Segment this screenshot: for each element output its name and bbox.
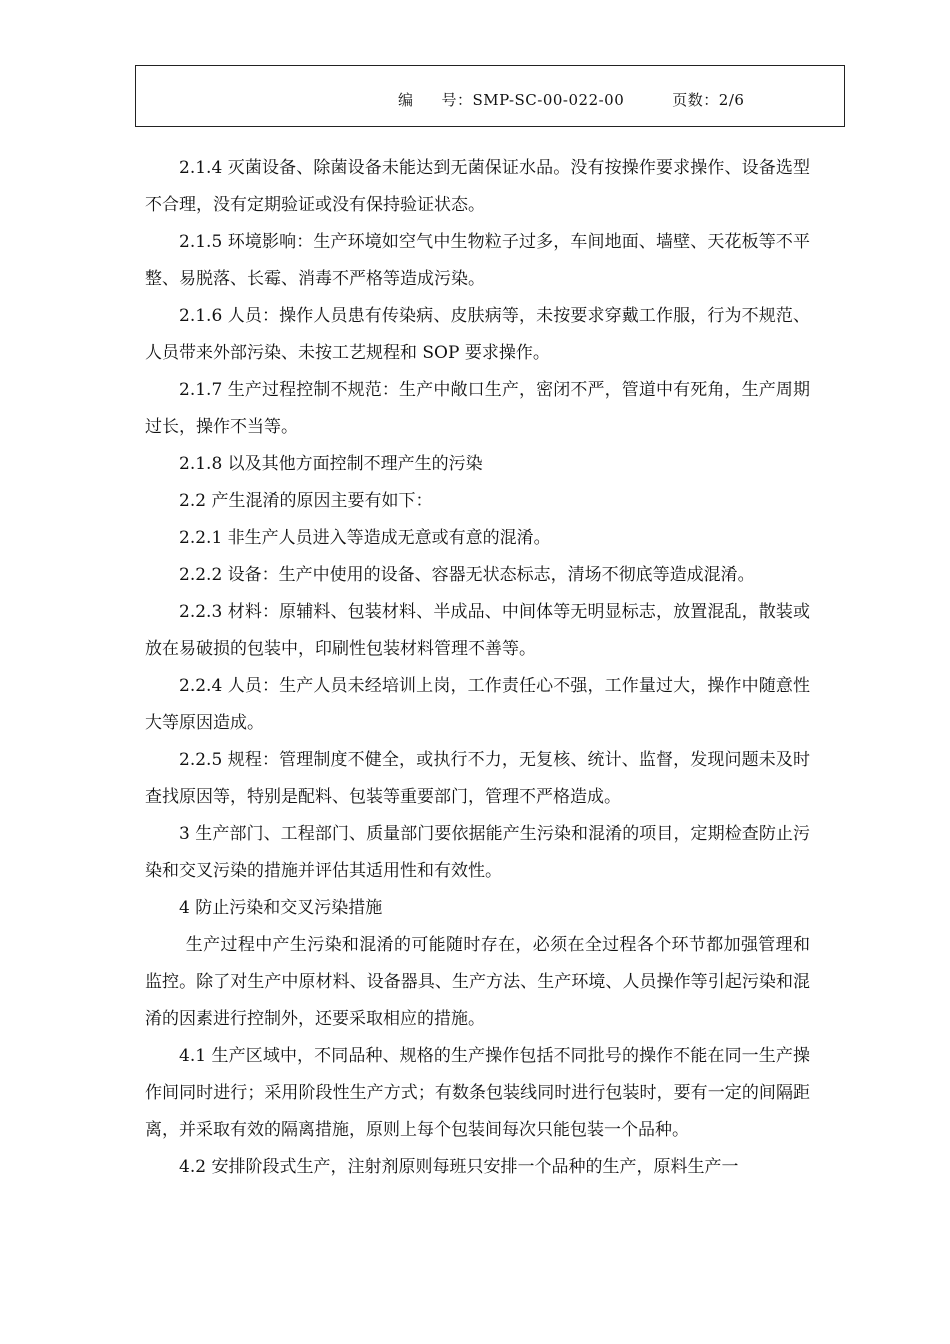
- code-label-part-b: 号：: [441, 91, 473, 109]
- paragraph-4-2: 4.2 安排阶段式生产，注射剂原则每班只安排一个品种的生产，原料生产一: [179, 1157, 739, 1177]
- code-label-part-a: 编: [398, 91, 414, 109]
- paragraph-3: 3 生产部门、工程部门、质量部门要依据能产生污染和混淆的项目，定期检查防止污染和交叉污染的措施并评估其适用性和有效性。: [145, 824, 810, 881]
- paragraph-2-2-5: 2.2.5 规程：管理制度不健全，或执行不力，无复核、统计、监督，发现问题未及时查找原因等，特别是配料、包装等重要部门，管理不严格造成。: [145, 750, 810, 807]
- paragraph-2-2-3: 2.2.3 材料：原辅料、包装材料、半成品、中间体等无明显标志，放置混乱，散装或放在易破损的包装中，印刷性包装材料管理不善等。: [145, 602, 810, 659]
- document-code: SMP-SC-00-022-00: [472, 91, 625, 109]
- paragraph-2-1-4: 2.1.4 灭菌设备、除菌设备未能达到无菌保证水品。没有按操作要求操作、设备选型不合理，没有定期验证或没有保持验证状态。: [145, 158, 810, 215]
- paragraph-2-2-1: 2.2.1 非生产人员进入等造成无意或有意的混淆。: [179, 528, 551, 548]
- section-4-heading: 4 防止污染和交叉污染措施: [179, 898, 383, 918]
- paragraph-2-2-4: 2.2.4 人员：生产人员未经培训上岗，工作责任心不强，工作量过大，操作中随意性大等原因造成。: [145, 676, 810, 733]
- paragraph-2-1-6: 2.1.6 人员：操作人员患有传染病、皮肤病等，未按要求穿戴工作服，行为不规范、人员带来外部污染、未按工艺规程和 SOP 要求操作。: [145, 306, 810, 363]
- paragraph-2-1-8: 2.1.8 以及其他方面控制不理产生的污染: [179, 454, 483, 474]
- paragraph-2-2-2: 2.2.2 设备：生产中使用的设备、容器无状态标志，清场不彻底等造成混淆。: [179, 565, 755, 585]
- paragraph-2-2: 2.2 产生混淆的原因主要有如下：: [179, 491, 433, 511]
- paragraph-2-1-7: 2.1.7 生产过程控制不规范：生产中敞口生产，密闭不严，管道中有死角，生产周期过长，操作不当等。: [145, 380, 810, 437]
- page-count-label: 页数：: [672, 91, 719, 109]
- document-header: [135, 65, 845, 127]
- page-count: 2/6: [718, 91, 745, 109]
- section-4-intro: 生产过程中产生污染和混淆的可能随时存在，必须在全过程各个环节都加强管理和监控。除了对生产中原材料、设备器具、生产方法、生产环境、人员操作等引起污染和混淆的因素进行控制外，还要采取相应的措施。: [145, 935, 810, 1029]
- paragraph-4-1: 4.1 生产区域中，不同品种、规格的生产操作包括不同批号的操作不能在同一生产操作间同时进行；采用阶段性生产方式；有数条包装线同时进行包装时，要有一定的间隔距离，并采取有效的隔离措施，原则上每个包装间每次只能包装一个品种。: [145, 1046, 810, 1140]
- paragraph-2-1-5: 2.1.5 环境影响：生产环境如空气中生物粒子过多，车间地面、墙壁、天花板等不平整、易脱落、长霉、消毒不严格等造成污染。: [145, 232, 810, 289]
- document-code-line: [398, 89, 744, 110]
- document-body: [145, 150, 810, 1186]
